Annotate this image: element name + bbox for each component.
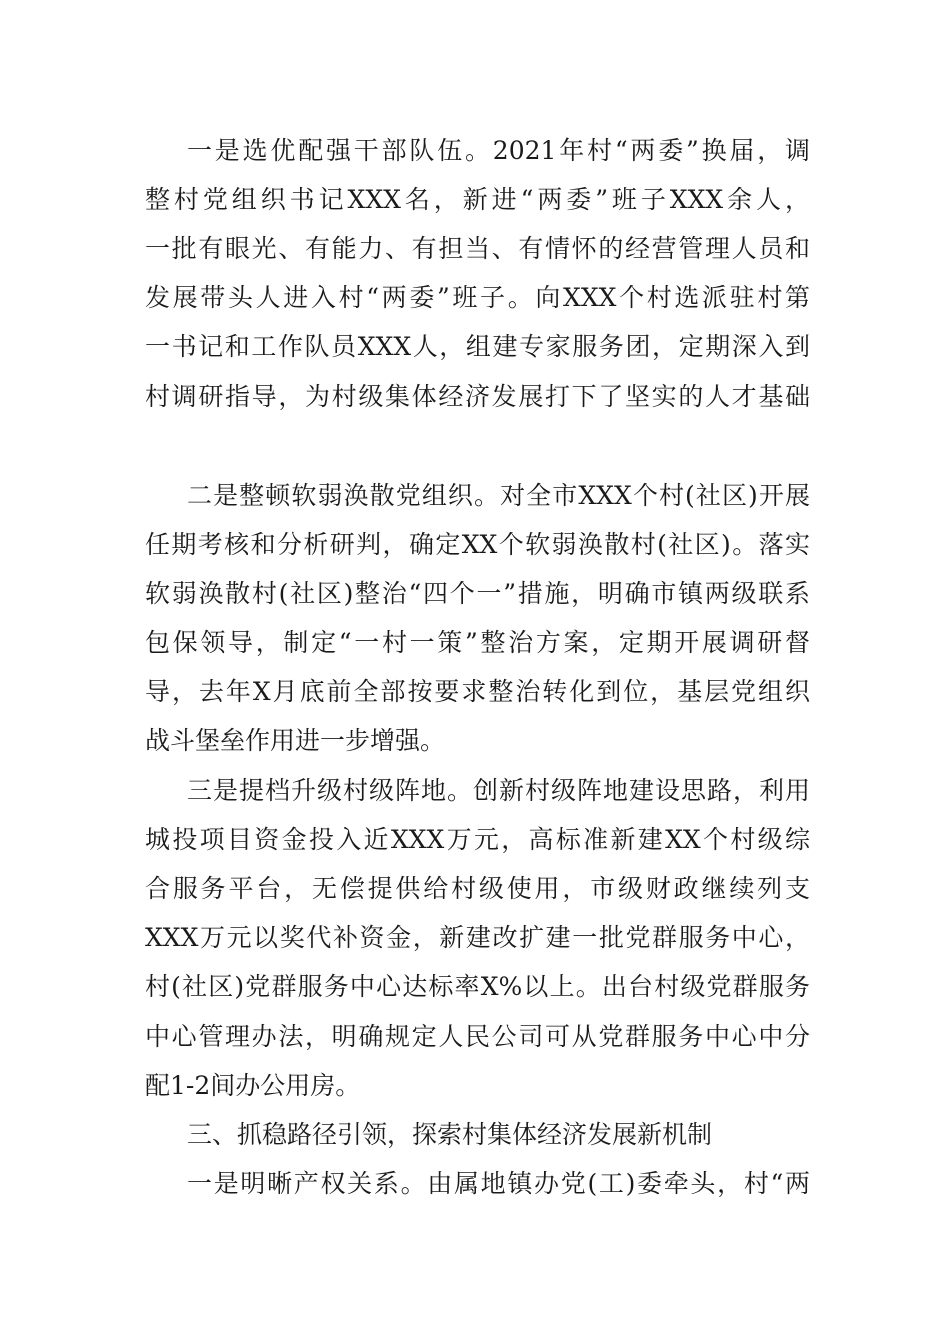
paragraph-2-line-4: 包保领导，制定“一村一策”整治方案，定期开展调研督 — [145, 628, 810, 657]
paragraph-3-line-3: 合服务平台，无偿提供给村级使用，市级财政继续列支 — [145, 874, 810, 903]
paragraph-2-line-5: 导，去年X月底前全部按要求整治转化到位，基层党组织 — [145, 677, 810, 706]
paragraph-2-line-3: 软弱涣散村(社区)整治“四个一”措施，明确市镇两级联系 — [145, 579, 810, 608]
paragraph-2-line-1: 二是整顿软弱涣散党组织。对全市XXX个村(社区)开展 — [187, 481, 810, 510]
paragraph-1-line-3: 一批有眼光、有能力、有担当、有情怀的经营管理人员和 — [145, 234, 810, 263]
paragraph-3-line-5: 村(社区)党群服务中心达标率X%以上。出台村级党群服务 — [145, 972, 810, 1001]
paragraph-4-line-1: 一是明晰产权关系。由属地镇办党(工)委牵头，村“两 — [187, 1169, 810, 1198]
section-heading: 三、抓稳路径引领，探索村集体经济发展新机制 — [187, 1120, 713, 1149]
paragraph-2-line-2: 任期考核和分析研判，确定XX个软弱涣散村(社区)。落实 — [145, 530, 810, 559]
paragraph-1-line-1: 一是选优配强干部队伍。2021年村“两委”换届，调 — [187, 136, 810, 165]
paragraph-1-line-2: 整村党组织书记XXX名，新进“两委”班子XXX余人， — [145, 185, 810, 214]
paragraph-2-line-6: 战斗堡垒作用进一步增强。 — [145, 726, 446, 755]
paragraph-3-line-7: 配1-2间办公用房。 — [145, 1071, 361, 1100]
paragraph-1-line-4: 发展带头人进入村“两委”班子。向XXX个村选派驻村第 — [145, 283, 810, 312]
paragraph-3-line-4: XXX万元以奖代补资金，新建改扩建一批党群服务中心， — [145, 923, 810, 952]
paragraph-3-line-6: 中心管理办法，明确规定人民公司可从党群服务中心中分 — [145, 1022, 810, 1051]
paragraph-3-line-2: 城投项目资金投入近XXX万元，高标准新建XX个村级综 — [145, 825, 810, 854]
paragraph-1-line-6: 村调研指导，为村级集体经济发展打下了坚实的人才基础 — [145, 382, 810, 411]
paragraph-3-line-1: 三是提档升级村级阵地。创新村级阵地建设思路，利用 — [187, 776, 810, 805]
paragraph-1-line-5: 一书记和工作队员XXX人，组建专家服务团，定期深入到 — [145, 332, 810, 361]
